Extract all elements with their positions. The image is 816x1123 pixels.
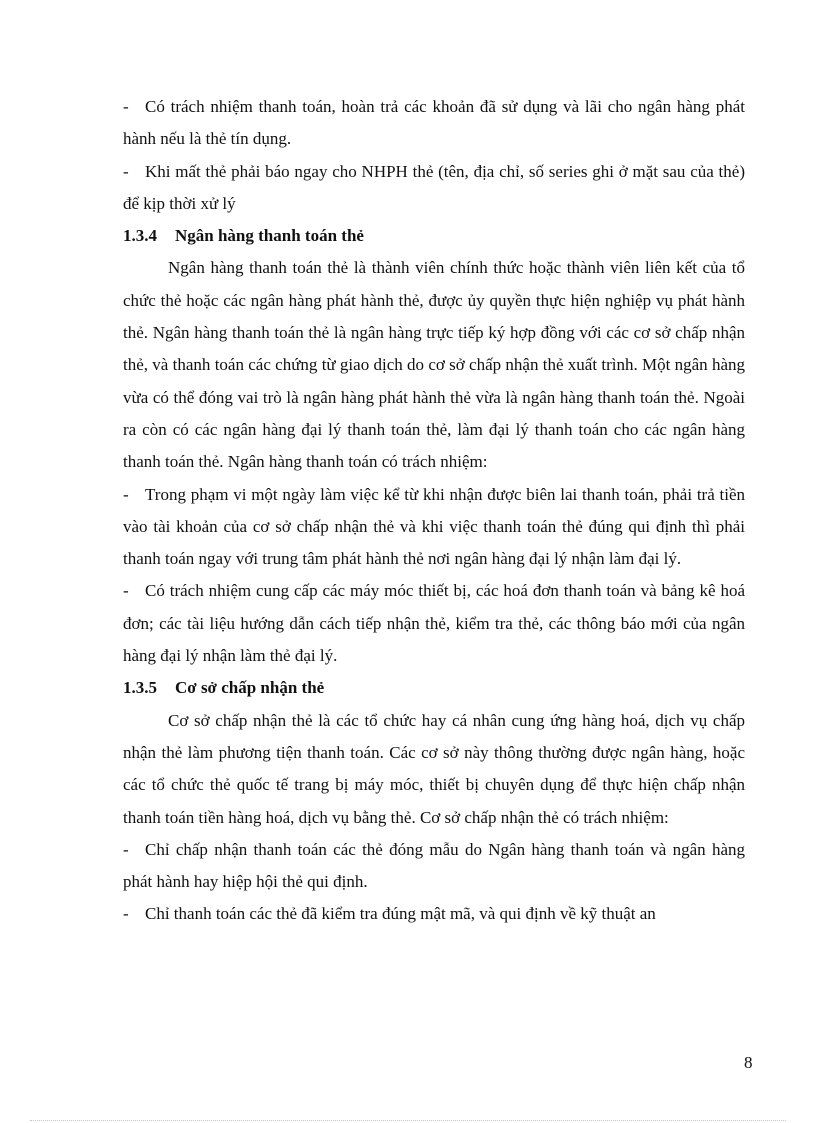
bullet-marker: - — [123, 161, 129, 181]
bullet-item: - Chỉ thanh toán các thẻ đã kiểm tra đúng mật mã, và qui định về kỹ thuật an — [123, 898, 745, 930]
section-number: 1.3.5 — [123, 678, 157, 698]
section-title: Ngân hàng thanh toán thẻ — [175, 226, 364, 246]
page-bottom-divider — [30, 1120, 786, 1121]
bullet-item: - Có trách nhiệm thanh toán, hoàn trả các khoản đã sử dụng và lãi cho ngân hàng phát hành nếu là thẻ tín dụng. — [123, 91, 745, 156]
page-number: 8 — [744, 1053, 753, 1072]
bullet-marker: - — [123, 904, 129, 924]
bullet-item: - Trong phạm vi một ngày làm việc kể từ khi nhận được biên lai thanh toán, phải trả tiền vào tài khoản của cơ sở chấp nhận thẻ và khi việc thanh toán thẻ đúng qui định thì phải thanh toán ngay với trung tâm phát hành thẻ nơi ngân hàng đại lý nhận làm đại lý. — [123, 479, 745, 576]
bullet-marker: - — [123, 484, 129, 504]
bullet-item: - Chỉ chấp nhận thanh toán các thẻ đóng mẫu do Ngân hàng thanh toán và ngân hàng phát hành hay hiệp hội thẻ qui định. — [123, 834, 745, 899]
section-heading-1-3-4 — [123, 220, 745, 252]
document-body — [123, 91, 745, 931]
bullet-marker: - — [123, 839, 129, 859]
section-number: 1.3.4 — [123, 226, 157, 246]
bullet-marker: - — [123, 581, 129, 601]
paragraph: Ngân hàng thanh toán thẻ là thành viên chính thức hoặc thành viên liên kết của tổ chức thẻ hoặc các ngân hàng phát hành thẻ, được ủy quyền thực hiện nghiệp vụ phát hành thẻ. Ngân hàng thanh toán thẻ là ngân hàng trực tiếp ký hợp đồng với các cơ sở chấp nhận thẻ, và thanh toán các chứng từ giao dịch do cơ sở chấp nhận thẻ xuất trình. Một ngân hàng vừa có thể đóng vai trò là ngân hàng phát hành thẻ vừa là ngân hàng thanh toán thẻ. Ngoài ra còn có các ngân hàng đại lý thanh toán thẻ, làm đại lý thanh toán cho các ngân hàng thanh toán thẻ. Ngân hàng thanh toán có trách nhiệm: — [123, 258, 745, 472]
bullet-item: - Có trách nhiệm cung cấp các máy móc thiết bị, các hoá đơn thanh toán và bảng kê hoá đơn; các tài liệu hướng dẫn cách tiếp nhận thẻ, kiểm tra thẻ, các thông báo mới của ngân hàng đại lý nhận làm thẻ đại lý. — [123, 575, 745, 672]
bullet-marker: - — [123, 97, 129, 116]
paragraph: Cơ sở chấp nhận thẻ là các tổ chức hay cá nhân cung ứng hàng hoá, dịch vụ chấp nhận thẻ làm phương tiện thanh toán. Các cơ sở này thông thường được ngân hàng, hoặc các tổ chức thẻ quốc tế trang bị máy móc, thiết bị chuyên dụng để thực hiện chấp nhận thanh toán tiền hàng hoá, dịch vụ bằng thẻ. Cơ sở chấp nhận thẻ có trách nhiệm: — [123, 710, 745, 827]
section-title: Cơ sở chấp nhận thẻ — [175, 678, 325, 698]
section-heading-1-3-5 — [123, 672, 745, 704]
bullet-item: - Khi mất thẻ phải báo ngay cho NHPH thẻ (tên, địa chỉ, số series ghi ở mặt sau của thẻ) để kịp thời xử lý — [123, 156, 745, 221]
